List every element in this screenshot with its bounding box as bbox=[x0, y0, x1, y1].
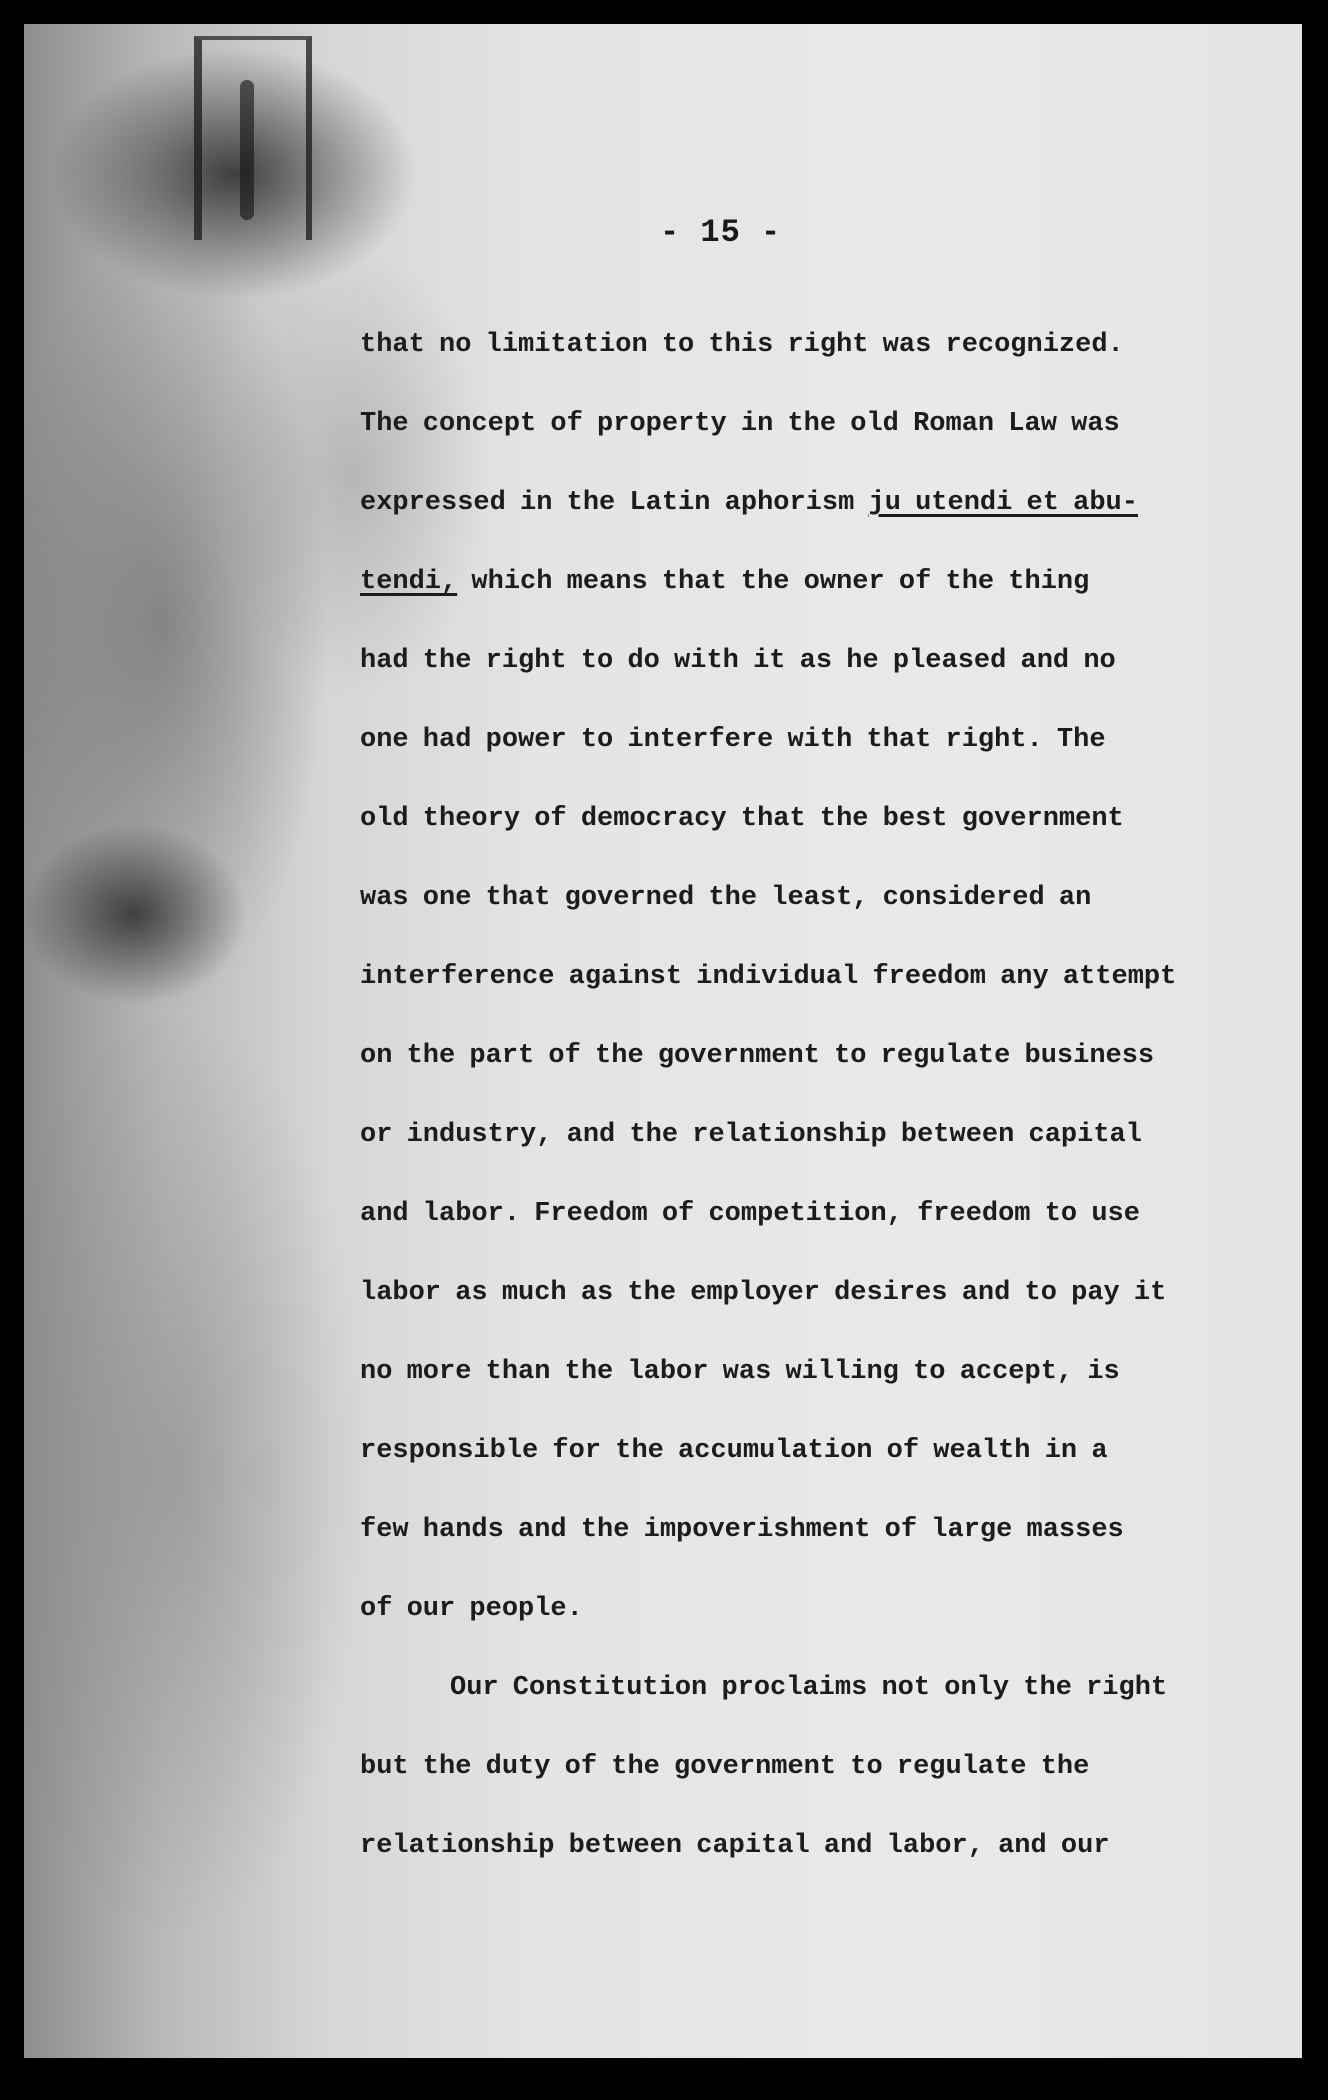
text-line: responsible for the accumulation of wealth in a bbox=[360, 1436, 1108, 1466]
text-line: of our people. bbox=[360, 1594, 583, 1624]
paper-clip-shadow bbox=[194, 36, 312, 240]
text-line: old theory of democracy that the best government bbox=[360, 804, 1124, 834]
text-line: no more than the labor was willing to accept, is bbox=[360, 1357, 1120, 1387]
text-line: few hands and the impoverishment of large masses bbox=[360, 1515, 1124, 1545]
text-line bbox=[360, 543, 1300, 622]
text-line: relationship between capital and labor, and our bbox=[360, 1831, 1110, 1861]
text-line: on the part of the government to regulate business bbox=[360, 1041, 1155, 1071]
text-line: had the right to do with it as he pleased and no bbox=[360, 646, 1116, 676]
text-line: one had power to interfere with that right. The bbox=[360, 725, 1106, 755]
body-text bbox=[360, 306, 1300, 1886]
text-line: but the duty of the government to regulate the bbox=[360, 1752, 1090, 1782]
text-line: labor as much as the employer desires and to pay it bbox=[360, 1278, 1167, 1308]
text-line: and labor. Freedom of competition, freedom to use bbox=[360, 1199, 1140, 1229]
text-line: Our Constitution proclaims not only the right bbox=[450, 1673, 1168, 1703]
text-line: The concept of property in the old Roman Law was bbox=[360, 409, 1120, 439]
text-line: that no limitation to this right was recognized. bbox=[360, 330, 1124, 360]
text-segment: expressed in the Latin aphorism bbox=[360, 488, 855, 518]
text-line: or industry, and the relationship between capital bbox=[360, 1120, 1142, 1150]
latin-aphorism-part-2: tendi, bbox=[360, 567, 458, 597]
text-line: interference against individual freedom any attempt bbox=[360, 962, 1177, 992]
text-segment: which means that the owner of the thing bbox=[471, 567, 1090, 597]
text-line: was one that governed the least, considered an bbox=[360, 883, 1092, 913]
latin-aphorism-part-1: ju utendi et abu- bbox=[868, 488, 1138, 518]
page-number: - 15 - bbox=[660, 214, 782, 251]
text-line bbox=[360, 464, 1300, 543]
document-page bbox=[24, 24, 1302, 2058]
